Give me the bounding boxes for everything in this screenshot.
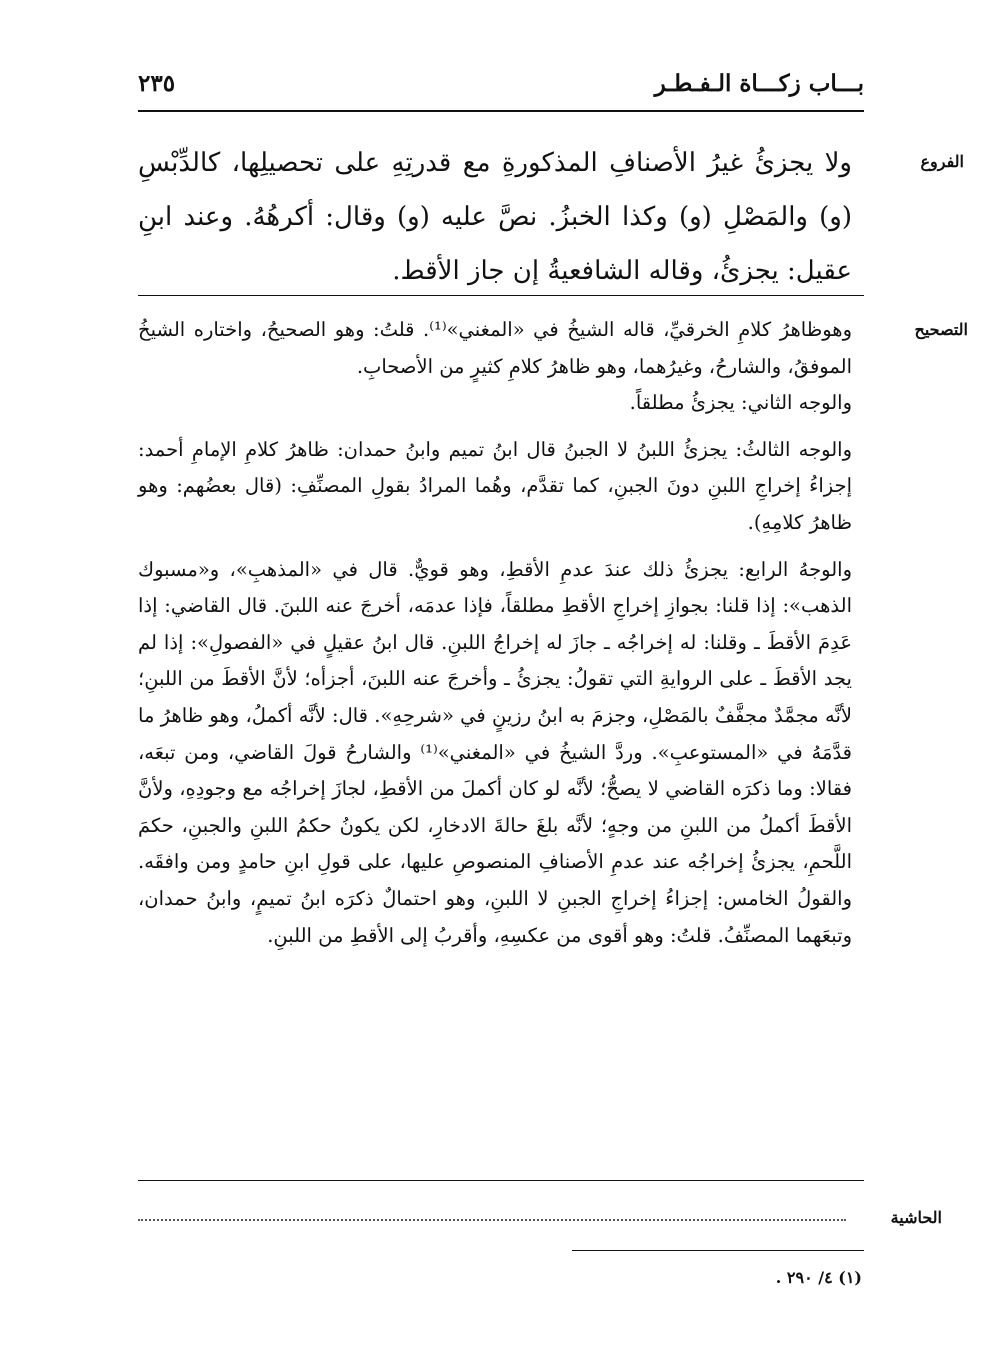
tashih-section bbox=[138, 312, 852, 954]
tashih-paragraph: وهوظاهرُ كلامِ الخرقيِّ، قاله الشيخُ في «المغني»⁽¹⁾. قلتُ: وهو الصحيحُ، واختاره الشيخُ الموفقُ، والشارحُ، وغيرُهما، وهو ظاهرُ كلامِ كثيرٍ من الأصحابِ. bbox=[138, 318, 852, 378]
footnote-rule bbox=[572, 1250, 864, 1251]
hashiya-dotted-line bbox=[138, 1219, 846, 1221]
side-label-tashih: التصحيح bbox=[914, 320, 968, 339]
section-divider bbox=[138, 295, 864, 296]
furu-text: ولا يجزئُ غيرُ الأصنافِ المذكورةِ مع قدرتِهِ على تحصيلِها، كالدِّبْسِ (و) والمَصْلِ (و) وكذا الخبزُ. نصَّ عليه (و) وقال: أكرهُهُ. وعند ابنِ عقيل: يجزئُ، وقاله الشافعيةُ إن جاز الأقط. bbox=[138, 148, 852, 286]
side-label-hashiya: الحاشية bbox=[890, 1208, 942, 1227]
header-rule bbox=[138, 110, 864, 112]
side-label-furu: الفروع bbox=[920, 152, 964, 171]
footnote: (١) ٤/ ٢٩٠ . bbox=[775, 1268, 862, 1287]
furu-section bbox=[138, 136, 852, 298]
section-divider bbox=[138, 1180, 864, 1181]
tashih-paragraph: والوجه الثاني: يجزئُ مطلقاً. bbox=[629, 391, 852, 415]
tashih-paragraph: والوجهُ الرابع: يجزئُ ذلك عندَ عدمِ الأقطِ، وهو قويٌّ. قال في «المذهبِ»، و«مسبوك الذهب»: إذا قلنا: بجوازِ إخراجِ الأقطِ مطلقاً، فإذا عدمَه، أخرجَ عنه اللبنَ. قال القاضي: إذا عَدِمَ الأقطَ ـ وقلنا: له إخراجُه ـ جازَ له إخراجُ اللبنِ. قال ابنُ عقيلٍ في «الفصولِ»: إذا لم يجد الأقطَ ـ على الروايةِ التي تقولُ: يجزئُ ـ وأخرجَ عنه اللبنَ، أجزأه؛ لأنَّ الأقطَ من اللبنِ؛ لأنَّه مجمَّدٌ مجفَّفٌ بالمَصْلِ، وجزمَ به ابنُ رزينٍ في «شرحِهِ». قال: لأنَّه أكملُ، وهو ظاهرُ ما قدَّمَهُ في «المستوعبِ». وردَّ الشيخُ في «المغني»⁽¹⁾ والشارحُ قولَ القاضي، ومن تبعَه، فقالا: وما ذكرَه القاضي لا يصحُّ؛ لأنَّه لو كان أكملَ من الأقطِ، لجازَ إخراجُه مع وجودِهِ، ولأنَّ الأقطَ أكملُ من اللبنِ من وجهٍ؛ لأنَّه بلغَ حالةَ الادخارِ، لكن يكونُ حكمُ اللبنِ والجبنِ، حكمَ اللَّحمِ، يجزئُ إخراجُه عند عدمِ الأصنافِ المنصوصِ عليها، على قولِ ابنِ حامدٍ ومن وافقَه. والقولُ الخامس: إجزاءُ إخراجِ الجبنِ لا اللبنِ، وهو احتمالٌ ذكرَه ابنُ تميمٍ، وابنُ حمدان، وتبعَهما المصنِّفُ. قلتُ: وهو أقوى من عكسِهِ، وأقربُ إلى الأقطِ من اللبنِ. bbox=[138, 557, 853, 947]
chapter-title: بـــاب زكـــاة الـفـطـر bbox=[654, 70, 864, 97]
tashih-paragraph: والوجه الثالثُ: يجزئُ اللبنُ لا الجبنُ قال ابنُ تميم وابنُ حمدان: ظاهرُ كلامِ الإمامِ أحمد: إجزاءُ إخراجِ اللبنِ دونَ الجبنِ، كما تقدَّم، وهُما المرادُ بقولِ المصنِّفِ: (قال بعضُهم: وهو ظاهرُ كلامِهِ). bbox=[138, 437, 852, 534]
page-number: ٢٣٥ bbox=[138, 70, 176, 97]
